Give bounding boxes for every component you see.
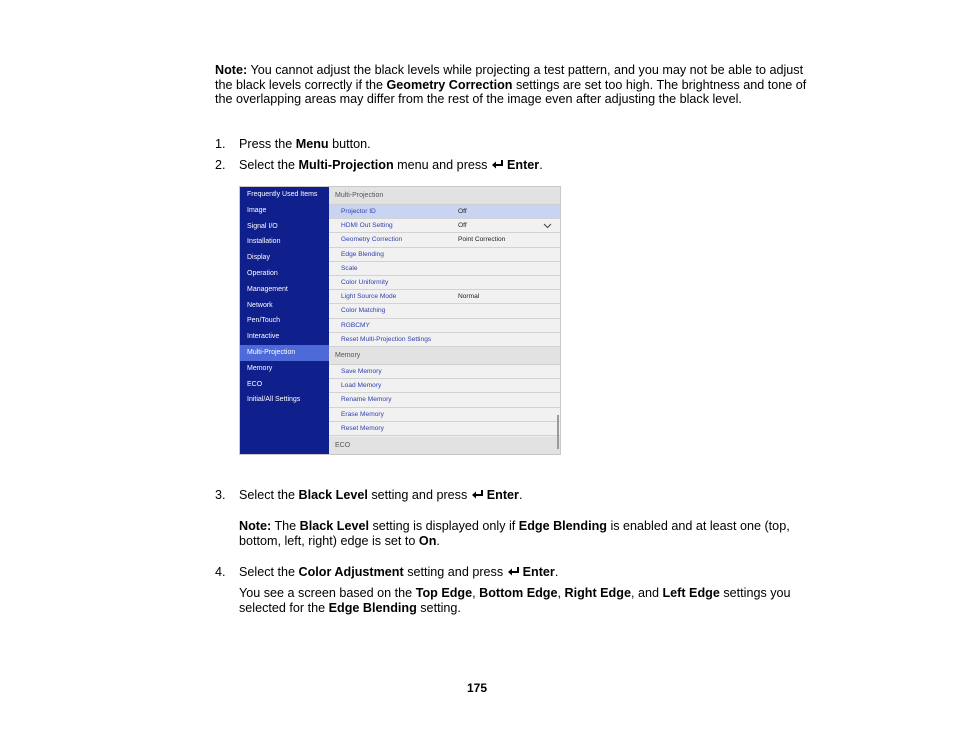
setting-value: Off bbox=[458, 208, 467, 215]
menu-item-image[interactable]: Image bbox=[247, 206, 267, 214]
step-text-part: . bbox=[554, 565, 559, 579]
setting-row-reset-multi-projection[interactable] bbox=[329, 333, 560, 347]
detail-bold-right-edge: Right Edge bbox=[564, 586, 631, 600]
section-header-eco: ECO bbox=[329, 437, 560, 455]
note-bold-edge-blending: Edge Blending bbox=[518, 519, 607, 533]
step-number: 2. bbox=[215, 158, 226, 172]
detail-text: , and bbox=[630, 586, 663, 600]
setting-row-scale[interactable] bbox=[329, 262, 560, 276]
step-text-part: setting and press bbox=[403, 565, 507, 579]
step-text-part: Select the bbox=[239, 565, 299, 579]
setting-label: RGBCMY bbox=[341, 321, 370, 329]
note-text: setting is displayed only if bbox=[368, 519, 519, 533]
menu-content bbox=[329, 187, 560, 455]
menu-item-operation[interactable]: Operation bbox=[247, 270, 278, 277]
section-header-memory: Memory bbox=[329, 347, 560, 365]
step-text bbox=[239, 158, 543, 173]
menu-item-display[interactable]: Display bbox=[247, 254, 270, 262]
step-text-part: Select the bbox=[239, 488, 299, 502]
setting-row-load-memory[interactable] bbox=[329, 379, 560, 393]
note-label: Note: bbox=[239, 519, 272, 533]
step-bold-color-adjustment: Color Adjustment bbox=[298, 565, 404, 579]
note-bold-on: On bbox=[418, 533, 437, 548]
detail-text: settings you selected for the bbox=[239, 586, 791, 615]
note-bold-black-level: Black Level bbox=[299, 519, 369, 533]
projector-menu-screenshot bbox=[239, 186, 561, 455]
note-text: The bbox=[271, 519, 300, 533]
menu-sidebar bbox=[240, 187, 329, 455]
detail-text: setting. bbox=[416, 600, 461, 615]
setting-row-color-uniformity[interactable] bbox=[329, 276, 560, 290]
menu-item-interactive[interactable]: Interactive bbox=[247, 333, 280, 341]
setting-row-edge-blending[interactable] bbox=[329, 248, 560, 262]
step-text-part: menu and press bbox=[393, 158, 491, 172]
menu-item-initial-all-settings[interactable]: Initial/All Settings bbox=[247, 396, 301, 404]
setting-row-hdmi-out[interactable] bbox=[329, 219, 560, 233]
note-label: Note: bbox=[215, 63, 248, 77]
detail-bold-edge-blending: Edge Blending bbox=[328, 600, 417, 615]
setting-label: Save Memory bbox=[341, 368, 382, 375]
step-text bbox=[239, 565, 558, 580]
setting-label: Color Uniformity bbox=[341, 279, 389, 286]
setting-label: Reset Multi-Projection Settings bbox=[341, 335, 432, 343]
setting-value: Normal bbox=[458, 293, 480, 301]
setting-value: Point Correction bbox=[458, 236, 506, 244]
setting-label: Edge Blending bbox=[341, 250, 384, 258]
detail-text: , bbox=[472, 586, 480, 600]
detail-bold-bottom-edge: Bottom Edge bbox=[479, 586, 558, 600]
chevron-down-icon[interactable] bbox=[543, 219, 552, 233]
setting-label: HDMI Out Setting bbox=[341, 222, 393, 230]
detail-bold-left-edge: Left Edge bbox=[662, 586, 720, 600]
step-3-note bbox=[239, 519, 824, 548]
enter-key-icon bbox=[471, 489, 484, 500]
enter-key-icon bbox=[507, 566, 520, 577]
note-text: is enabled and at least one (top, bottom, left, right) edge is set to bbox=[239, 519, 790, 548]
step-text-part: . bbox=[539, 158, 543, 172]
setting-row-rename-memory[interactable] bbox=[329, 393, 560, 407]
step-number: 3. bbox=[215, 488, 226, 502]
setting-row-light-source-mode[interactable] bbox=[329, 290, 560, 304]
note-paragraph bbox=[215, 63, 815, 107]
setting-label: Scale bbox=[341, 264, 358, 272]
setting-label: Projector ID bbox=[341, 208, 376, 215]
menu-item-network[interactable]: Network bbox=[247, 301, 273, 309]
step-bold-multi-projection: Multi-Projection bbox=[298, 158, 394, 172]
setting-label: Rename Memory bbox=[341, 396, 392, 404]
menu-item-frequently-used[interactable]: Frequently Used Items bbox=[247, 191, 318, 198]
setting-row-rgbcmy[interactable] bbox=[329, 319, 560, 333]
setting-label: Load Memory bbox=[341, 382, 382, 390]
step-bold-enter: Enter bbox=[506, 158, 540, 172]
setting-row-save-memory[interactable] bbox=[329, 365, 560, 379]
step-text bbox=[239, 488, 522, 503]
note-text-cont: settings are set too high. The brightness and tone of the overlapping areas may differ from the rest of the image even after adjusting the black level. bbox=[215, 77, 807, 107]
note-text: . bbox=[436, 533, 440, 548]
step-number: 1. bbox=[215, 137, 226, 151]
section-header-multi-projection: Multi-Projection bbox=[329, 187, 560, 205]
note-bold-geometry-correction: Geometry Correction bbox=[386, 77, 513, 92]
setting-label: Reset Memory bbox=[341, 424, 384, 432]
menu-item-signal-io[interactable]: Signal I/O bbox=[247, 222, 278, 230]
step-bold-enter: Enter bbox=[486, 488, 519, 502]
setting-row-geometry-correction[interactable] bbox=[329, 233, 560, 247]
step-bold-menu: Menu bbox=[295, 137, 329, 151]
detail-text: , bbox=[557, 586, 565, 600]
step-text-part: . bbox=[518, 488, 523, 502]
step-text-part: Press the bbox=[239, 137, 296, 151]
menu-item-installation[interactable]: Installation bbox=[247, 238, 281, 246]
menu-item-management[interactable]: Management bbox=[247, 285, 288, 293]
scrollbar[interactable] bbox=[557, 415, 559, 449]
setting-row-erase-memory[interactable] bbox=[329, 408, 560, 422]
step-text-part: Select the bbox=[239, 158, 299, 172]
setting-label: Erase Memory bbox=[341, 410, 384, 418]
setting-label: Geometry Correction bbox=[341, 236, 403, 244]
setting-row-color-matching[interactable] bbox=[329, 304, 560, 318]
setting-value: Off bbox=[458, 222, 467, 230]
setting-row-reset-memory[interactable] bbox=[329, 422, 560, 436]
setting-row-projector-id[interactable] bbox=[329, 205, 560, 219]
step-text-part: setting and press bbox=[367, 488, 471, 502]
setting-label: Light Source Mode bbox=[341, 293, 397, 301]
menu-item-pen-touch[interactable]: Pen/Touch bbox=[247, 317, 281, 325]
step-bold-enter: Enter bbox=[522, 565, 555, 579]
setting-label: Color Matching bbox=[341, 307, 386, 315]
menu-item-multi-projection[interactable]: Multi-Projection bbox=[240, 345, 329, 361]
detail-text: You see a screen based on the bbox=[239, 586, 416, 600]
detail-bold-top-edge: Top Edge bbox=[415, 586, 473, 600]
note-text: You cannot adjust the black levels while projecting a test pattern, and you may not be able to adjust the black levels correctly if the bbox=[215, 63, 804, 92]
menu-item-eco[interactable]: ECO bbox=[247, 380, 263, 388]
step-4-detail bbox=[239, 586, 824, 615]
step-bold-black-level: Black Level bbox=[298, 488, 368, 502]
step-text-part: button. bbox=[328, 137, 371, 151]
menu-item-memory[interactable]: Memory bbox=[247, 364, 273, 372]
enter-key-icon bbox=[491, 159, 504, 170]
page-number: 175 bbox=[466, 681, 488, 695]
step-text bbox=[239, 137, 371, 152]
step-number: 4. bbox=[215, 565, 226, 579]
